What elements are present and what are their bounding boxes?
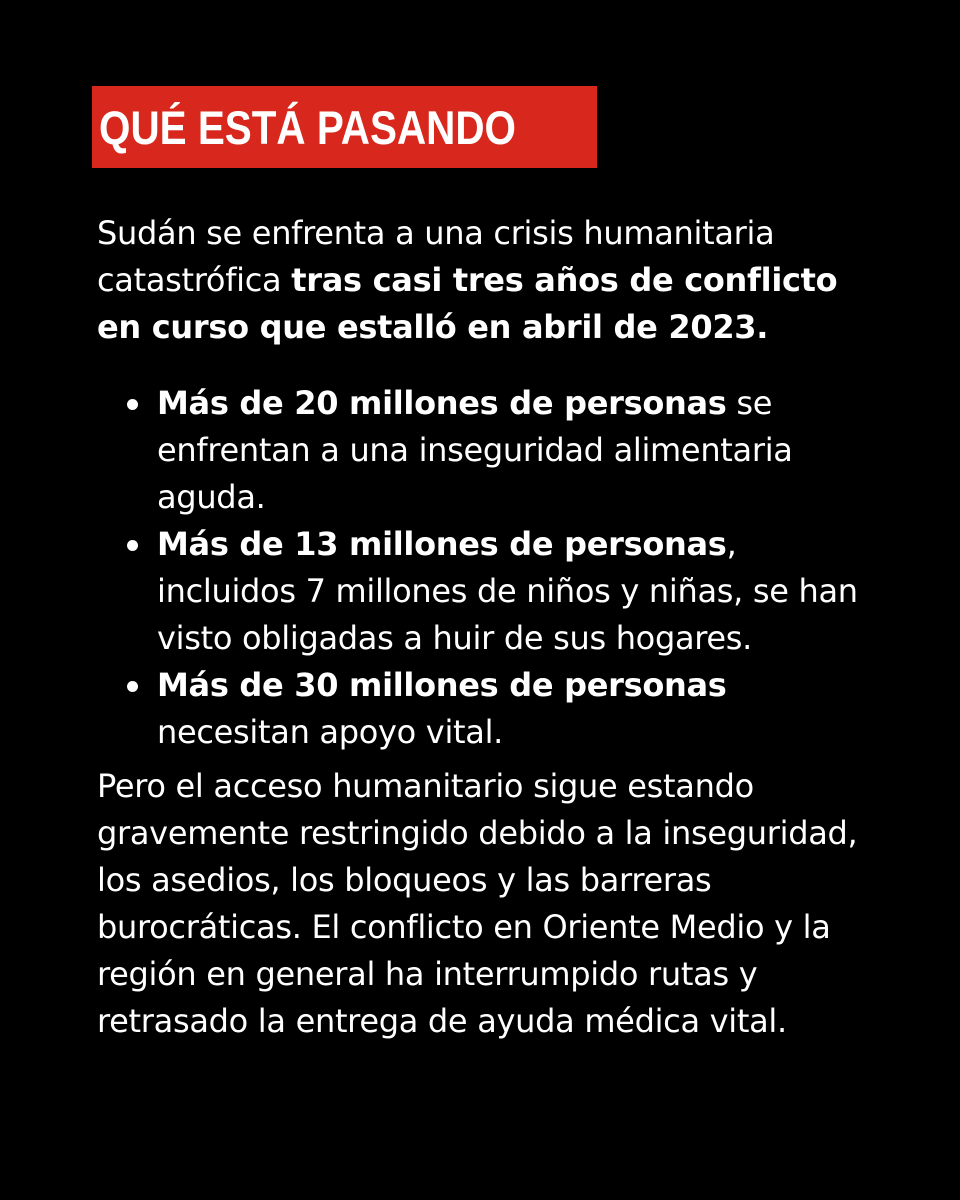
bullet-text: necesitan apoyo vital. bbox=[157, 713, 504, 751]
bullet-icon bbox=[127, 540, 138, 551]
closing-paragraph: Pero el acceso humanitario sigue estando gravemente restringido debido a la inseguridad, los asedios, los bloqueos y las barreras burocráticas. El conflicto en Oriente Medio y la región en general ha interrumpido rutas y retrasado la entrega de ayuda médica vital. bbox=[97, 767, 858, 1040]
list-item bbox=[97, 662, 877, 756]
facts-list bbox=[97, 380, 877, 756]
bullet-bold-text: Más de 30 millones de personas bbox=[157, 666, 727, 704]
intro-paragraph bbox=[97, 210, 877, 351]
heading-banner bbox=[92, 86, 597, 168]
bullet-text: , incluidos 7 millones de niños y niñas, se han visto obligadas a huir de sus hogares. bbox=[157, 525, 858, 657]
intro-bold-text: tras casi tres años de conflicto en curso que estalló en abril de 2023. bbox=[97, 261, 838, 346]
bullet-bold-text: Más de 20 millones de personas bbox=[157, 384, 727, 422]
bullet-text: se enfrentan a una inseguridad alimentaria aguda. bbox=[157, 384, 793, 516]
list-item bbox=[97, 521, 877, 662]
bullet-bold-text: Más de 13 millones de personas bbox=[157, 525, 727, 563]
list-item bbox=[97, 380, 877, 521]
heading-title: QUÉ ESTÁ PASANDO bbox=[99, 100, 516, 154]
bullet-icon bbox=[127, 399, 138, 410]
intro-text: Sudán se enfrenta a una crisis humanitaria catastrófica bbox=[97, 214, 775, 299]
bullet-icon bbox=[127, 681, 138, 692]
